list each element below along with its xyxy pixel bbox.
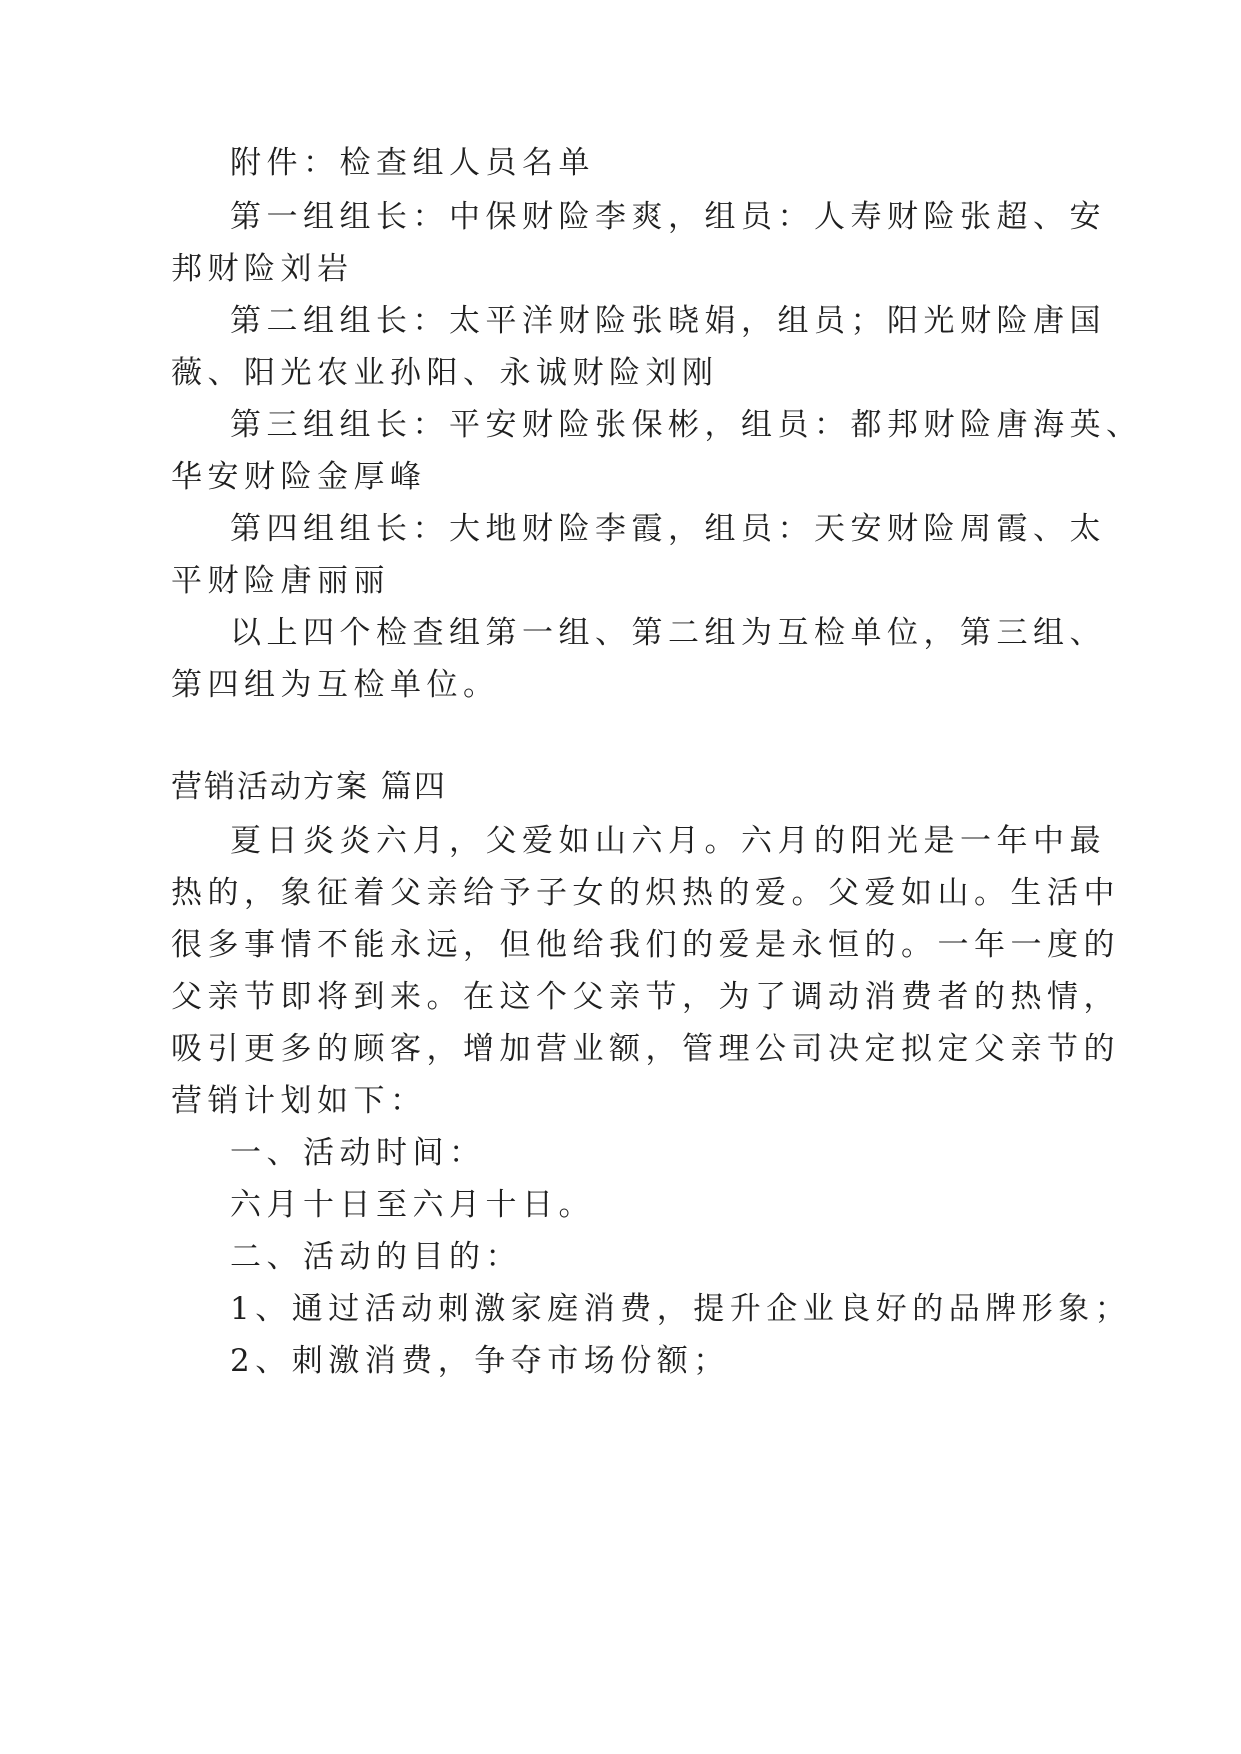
intro-line-5: 吸引更多的顾客，增加营业额，管理公司决定拟定父亲节的	[171, 1031, 1120, 1067]
group-1-line-1: 第一组组长：中保财险李爽，组员：人寿财险张超、安	[230, 199, 1106, 235]
summary-line-1: 以上四个检查组第一组、第二组为互检单位，第三组、	[230, 615, 1106, 651]
intro-line-6: 营销计划如下：	[171, 1083, 427, 1119]
purpose-heading: 二、活动的目的：	[230, 1239, 522, 1275]
intro-line-4: 父亲节即将到来。在这个父亲节，为了调动消费者的热情，	[171, 979, 1120, 1015]
group-2-line-1: 第二组组长：太平洋财险张晓娟，组员；阳光财险唐国	[230, 303, 1106, 339]
intro-line-1: 夏日炎炎六月，父爱如山六月。六月的阳光是一年中最	[230, 823, 1106, 859]
attachment-title: 附件：检查组人员名单	[230, 145, 595, 181]
group-4-line-2: 平财险唐丽丽	[171, 563, 390, 599]
time-heading: 一、活动时间：	[230, 1135, 486, 1171]
summary-line-2: 第四组为互检单位。	[171, 667, 500, 703]
purpose-item-1: 1、通过活动刺激家庭消费，提升企业良好的品牌形象；	[230, 1291, 1132, 1327]
intro-line-3: 很多事情不能永远，但他给我们的爱是永恒的。一年一度的	[171, 927, 1120, 963]
purpose-item-2: 2、刺激消费，争夺市场份额；	[230, 1343, 730, 1379]
section-heading: 营销活动方案 篇四	[171, 769, 447, 805]
time-value: 六月十日至六月十日。	[230, 1187, 595, 1223]
group-4-line-1: 第四组组长：大地财险李霞，组员：天安财险周霞、太	[230, 511, 1106, 547]
intro-line-2: 热的，象征着父亲给予子女的炽热的爱。父爱如山。生活中	[171, 875, 1120, 911]
group-3-line-1: 第三组组长：平安财险张保彬，组员：都邦财险唐海英、	[230, 407, 1143, 443]
group-3-line-2: 华安财险金厚峰	[171, 459, 427, 495]
group-2-line-2: 薇、阳光农业孙阳、永诚财险刘刚	[171, 355, 719, 391]
group-1-line-2: 邦财险刘岩	[171, 251, 354, 287]
